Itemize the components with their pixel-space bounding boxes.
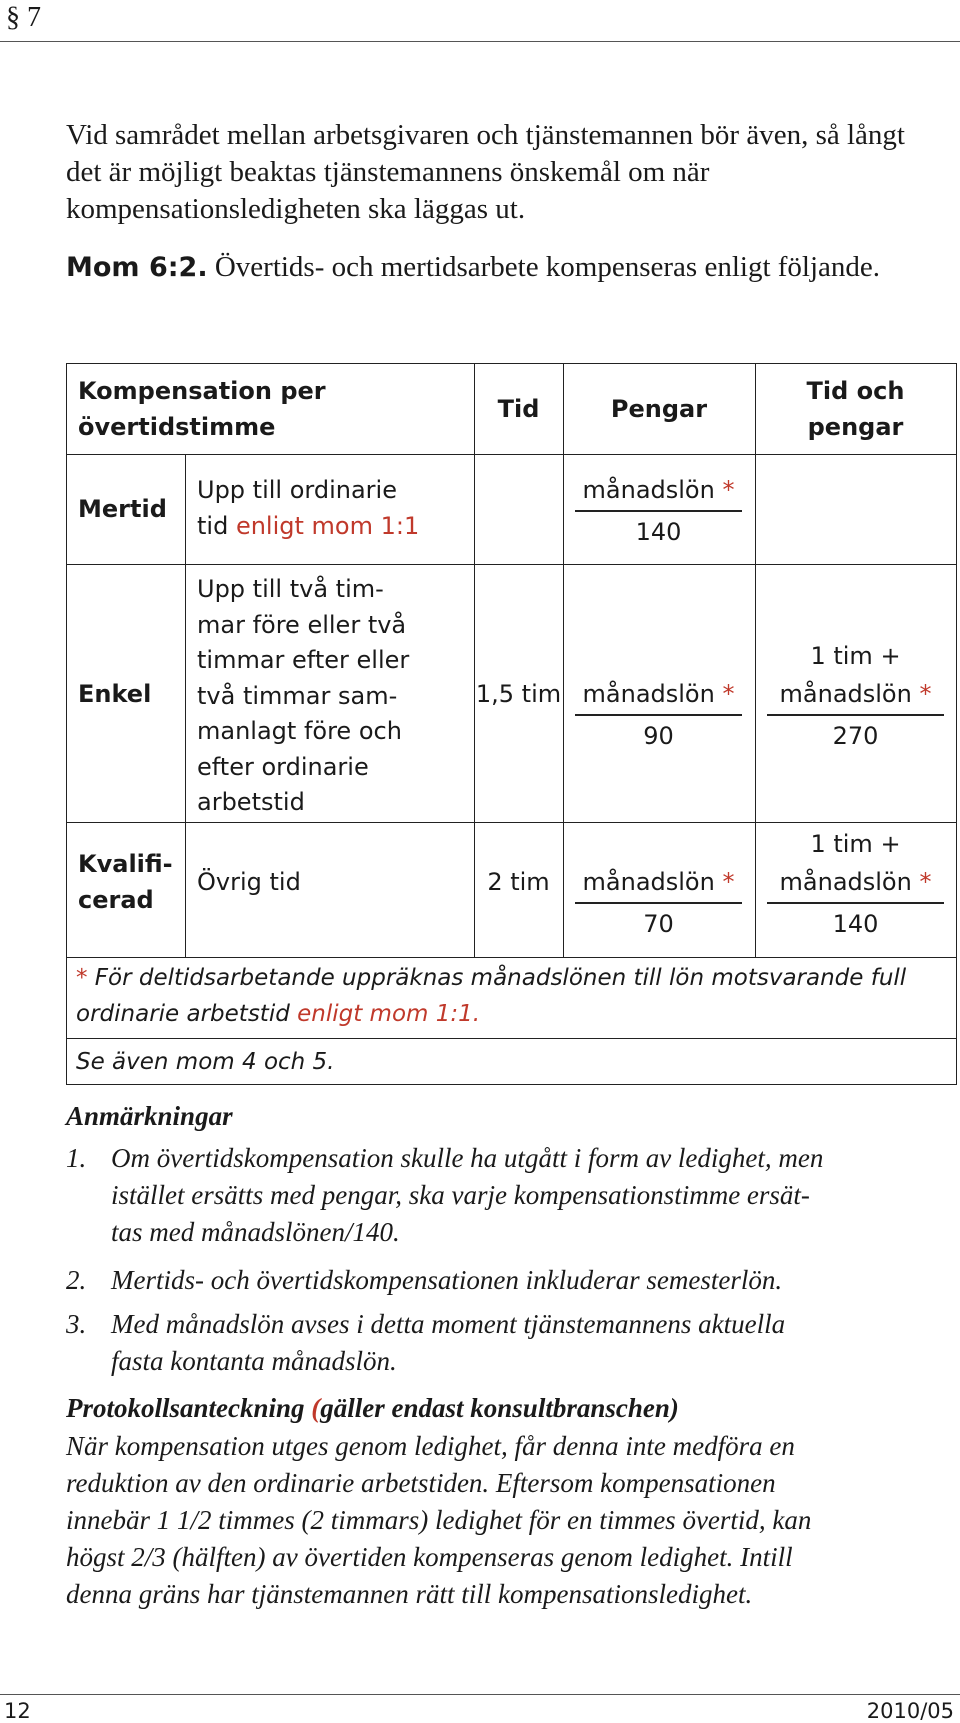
col-line-desc: [185, 454, 186, 957]
row-kvalificerad-pengar: månadslön * 70: [575, 864, 742, 942]
mom-paragraph: [66, 249, 946, 286]
mom-text: Övertids- och mertidsarbete kompenseras enligt följande.: [207, 251, 881, 283]
see-also-note: Se även mom 4 och 5.: [76, 1049, 335, 1075]
page-number: 12: [4, 1699, 31, 1723]
row-mertid-desc: Upp till ordinarie tid enligt mom 1:1: [197, 476, 420, 540]
header-tid: Tid: [497, 395, 540, 423]
remarks-heading: Anmärkningar: [66, 1101, 233, 1131]
row-mertid-type: Mertid: [78, 495, 167, 523]
footnote-asterisk: *: [76, 965, 88, 991]
row-separator-2: [67, 822, 956, 823]
header-tid-och-pengar: Tid och pengar: [806, 377, 905, 441]
table-footnote: * För deltidsarbetande uppräknas månadslönen till lön motsvarande full ordinarie arbetstid enligt mom 1:1.: [76, 965, 907, 1027]
row-enkel-pengar: månadslön * 90: [575, 676, 742, 754]
footnote-separator: [67, 957, 956, 958]
row-enkel-tid-och-pengar: månadslön * 270: [767, 676, 944, 754]
col-line-pengar: [563, 364, 564, 957]
protocol-text: När kompensation utges genom ledighet, får denna inte medföra en reduktion av den ordinarie arbetstiden. Eftersom kompensationen innebär 1 1/2 timmes (2 timmars) ledighet för en timmes övertid, kan högst 2/3 (hälften) av övertiden kompenseras genom ledighet. Intill denna gräns har tjänstemannen rätt till kompensationsledighet.: [66, 1431, 812, 1609]
page-date: 2010/05: [866, 1699, 954, 1723]
header-pengar: Pengar: [610, 395, 708, 423]
see-also-separator: [67, 1038, 956, 1039]
section-header: [0, 0, 960, 44]
row-enkel-type: Enkel: [78, 680, 152, 708]
row-mertid-pengar: månadslön * 140: [575, 472, 742, 550]
row-separator-1: [67, 564, 956, 565]
row-enkel-desc: Upp till två tim- mar före eller två timmar efter eller två timmar sam- manlagt före och efter ordinarie arbetstid: [197, 575, 410, 816]
header-separator: [67, 454, 956, 455]
remark-item-3: 3. Med månadslön avses i detta moment tjänstemannens aktuella fasta kontanta månadslön.: [66, 1309, 786, 1376]
row-enkel-tid: 1,5 tim: [475, 680, 562, 708]
remark-item-1: 1. Om övertidskompensation skulle ha utgått i form av ledighet, men istället ersätts med pengar, ska varje kompensationstimme ersät- tas med månadslönen/140.: [66, 1143, 824, 1247]
row-kvalificerad-tid-och-pengar: månadslön * 140: [767, 864, 944, 942]
row-kvalificerad-desc: Övrig tid: [197, 868, 301, 896]
row-kvalificerad-tid: 2 tim: [487, 868, 550, 896]
protocol-heading: Protokollsanteckning (gäller endast konsultbranschen): [66, 1393, 679, 1423]
page-footer: [0, 1694, 960, 1723]
mom-label: Mom 6:2.: [66, 252, 208, 283]
intro-paragraph: Vid samrådet mellan arbetsgivaren och tjänstemannen bör även, så långt det är möjligt beaktas tjänstemannens önskemål om när kompensationsledigheten ska läggas ut.: [66, 119, 905, 225]
row-enkel-tp-prefix: 1 tim +: [810, 642, 901, 670]
header-rule: [0, 41, 960, 42]
compensation-table: [66, 363, 957, 1085]
row-kvalificerad-tp-prefix: 1 tim +: [810, 830, 901, 858]
header-compensation: Kompensation per övertidstimme: [78, 377, 326, 441]
section-number: § 7: [6, 2, 41, 33]
footer-rule: [0, 1694, 960, 1695]
row-kvalificerad-type: Kvalifi- cerad: [78, 850, 173, 914]
